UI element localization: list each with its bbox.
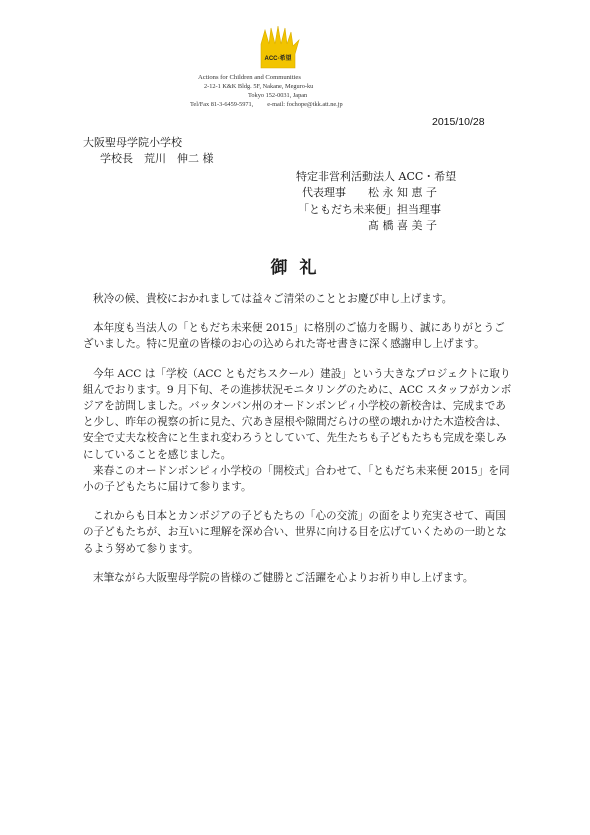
recipient-principal: 学校長 荒川 伸二 様 [100,152,214,165]
recipient-school: 大阪聖母学院小学校 [83,136,182,149]
sender-org: 特定非営利活動法人 ACC・希望 [296,170,457,183]
hand-logo-icon [255,24,301,70]
sender-representative: 代表理事 松 永 知 恵 子 [302,186,437,199]
paragraph-ceremony: 来春このオードンボンピィ小学校の「開校式」合わせて、「ともだち未来便 2015」を同小の子どもたちに届けて参ります。 [83,464,510,494]
contact-line [190,100,430,109]
logo-text: ACC·希望 [264,56,292,62]
letter-body [83,291,515,586]
paragraph-closing: 末筆ながら大阪聖母学院の皆様のご健勝とご活躍を心よりお祈り申し上げます。 [93,571,474,584]
letterhead [190,73,430,109]
address-line-1: 2-12-1 K&K Bldg. 5F, Nakane, Meguro-ku [204,83,314,90]
sender-role: 「ともだち未来便」担当理事 [298,203,441,216]
letter-date: 2015/10/28 [432,116,485,128]
email: e-mail: fochope@tkk.att.ne.jp [267,101,343,108]
paragraph-exchange: これからも日本とカンボジアの子どもたちの「心の交流」の面をより充実させて、両国の子どもたちが、お互いに理解を深め合い、世界に向ける目を広げていくための一助となるよう努めて参ります。 [83,510,507,555]
paragraph-thanks: 本年度も当法人の「ともだち未来便 2015」に格別のご協力を賜り、誠にありがとうございました。特に児童の皆様のお心の込められた寄せ書きに深く感謝申し上げます。 [83,322,505,351]
paragraph-project: 今年 ACC は「学校（ACC ともだちスクール）建設」という大きなプロジェクトに取り組んでおります。9 月下旬、その進捗状況モニタリングのために、ACC スタッフがカンボジアを訪問しました。バッタンバン州のオードンボンピィ小学校の新校舎は、完成まであと少し、昨年の視察の折に見た、穴あき屋根や隙間だらけの壁の壊れかけた木造校舎は、安全で丈夫な校舎にと生まれ変わろうとしていて、先生たちも子どもたちも完成を楽しみにしていることを感じました。 [83,367,512,461]
telfax: Tel/Fax 81-3-6459-5971, [190,101,254,108]
address-line-2: Tokyo 152-0031, Japan [248,92,308,99]
letter-title: 御 礼 [270,258,320,278]
paragraph-greeting: 秋冷の候、貴校におかれましては益々ご清栄のこととお慶び申し上げます。 [93,293,453,305]
acc-logo [255,24,301,70]
org-name: Actions for Children and Communities [198,74,301,81]
sender-name: 髙 橋 喜 美 子 [368,219,437,232]
